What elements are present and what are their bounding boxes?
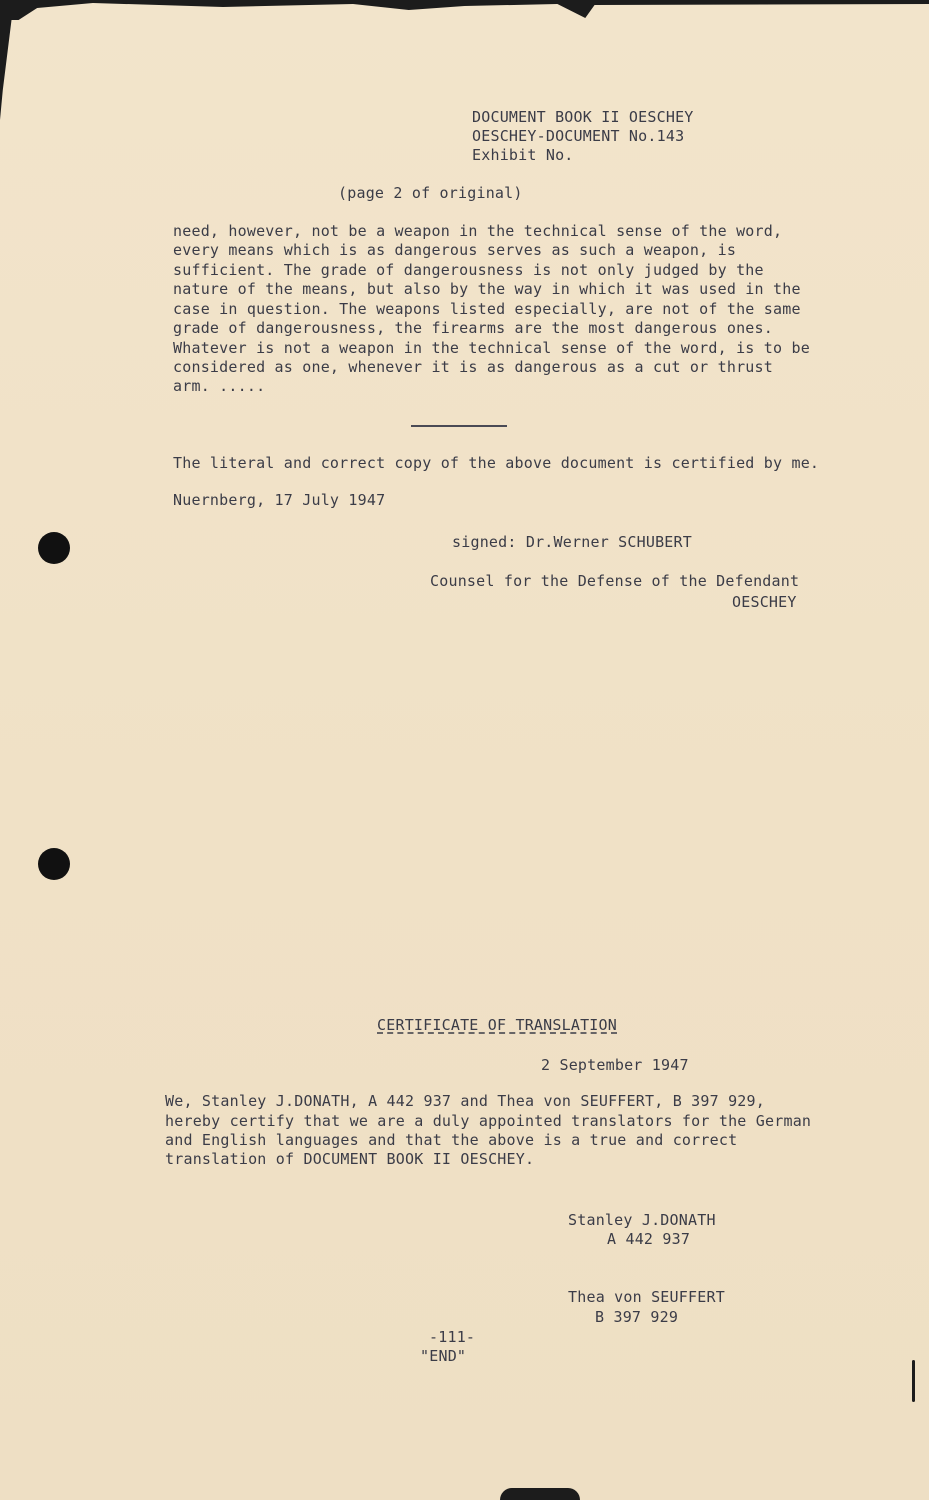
punch-hole-lower — [38, 848, 70, 880]
edge-mark — [912, 1360, 915, 1402]
place-date: Nuernberg, 17 July 1947 — [173, 491, 386, 509]
header-document-book: DOCUMENT BOOK II OESCHEY — [472, 108, 694, 126]
torn-left-edge — [0, 0, 14, 1500]
body-line: Whatever is not a weapon in the technical sense of the word, is to be — [173, 339, 810, 357]
counsel-line: Counsel for the Defense of the Defendant — [430, 572, 800, 590]
header-document-number: OESCHEY-DOCUMENT No.143 — [472, 127, 685, 145]
separator-rule — [411, 425, 507, 427]
page-reference: (page 2 of original) — [338, 184, 523, 202]
certificate-title: CERTIFICATE OF TRANSLATION — [377, 1016, 617, 1034]
page-number: -111- — [429, 1328, 476, 1346]
body-line: grade of dangerousness, the firearms are the most dangerous ones. — [173, 319, 773, 337]
translator-1-name: Stanley J.DONATH — [568, 1211, 716, 1229]
translator-2-name: Thea von SEUFFERT — [568, 1288, 725, 1306]
body-line: sufficient. The grade of dangerousness is not only judged by the — [173, 261, 764, 279]
certification-statement: The literal and correct copy of the above document is certified by me. — [173, 454, 820, 472]
certificate-date: 2 September 1947 — [541, 1056, 689, 1074]
end-mark: "END" — [420, 1347, 467, 1365]
body-line: case in question. The weapons listed especially, are not of the same — [173, 300, 801, 318]
body-line: need, however, not be a weapon in the technical sense of the word, — [173, 222, 783, 240]
certificate-line: and English languages and that the above is a true and correct — [165, 1131, 738, 1149]
torn-top-edge — [0, 0, 929, 20]
body-line: arm. ..... — [173, 377, 266, 395]
body-line: every means which is as dangerous serves as such a weapon, is — [173, 241, 737, 259]
torn-bottom-edge — [500, 1488, 580, 1500]
header-exhibit: Exhibit No. — [472, 146, 574, 164]
certificate-line: translation of DOCUMENT BOOK II OESCHEY. — [165, 1150, 535, 1168]
translator-1-id: A 442 937 — [607, 1230, 691, 1248]
defendant-name: OESCHEY — [732, 593, 797, 611]
certificate-line: We, Stanley J.DONATH, A 442 937 and Thea von SEUFFERT, B 397 929, — [165, 1092, 765, 1110]
body-line: nature of the means, but also by the way in which it was used in the — [173, 280, 801, 298]
punch-hole-upper — [38, 532, 70, 564]
body-line: considered as one, whenever it is as dangerous as a cut or thrust — [173, 358, 773, 376]
signed-line: signed: Dr.Werner SCHUBERT — [452, 533, 692, 551]
translator-2-id: B 397 929 — [595, 1308, 679, 1326]
certificate-line: hereby certify that we are a duly appointed translators for the German — [165, 1112, 812, 1130]
